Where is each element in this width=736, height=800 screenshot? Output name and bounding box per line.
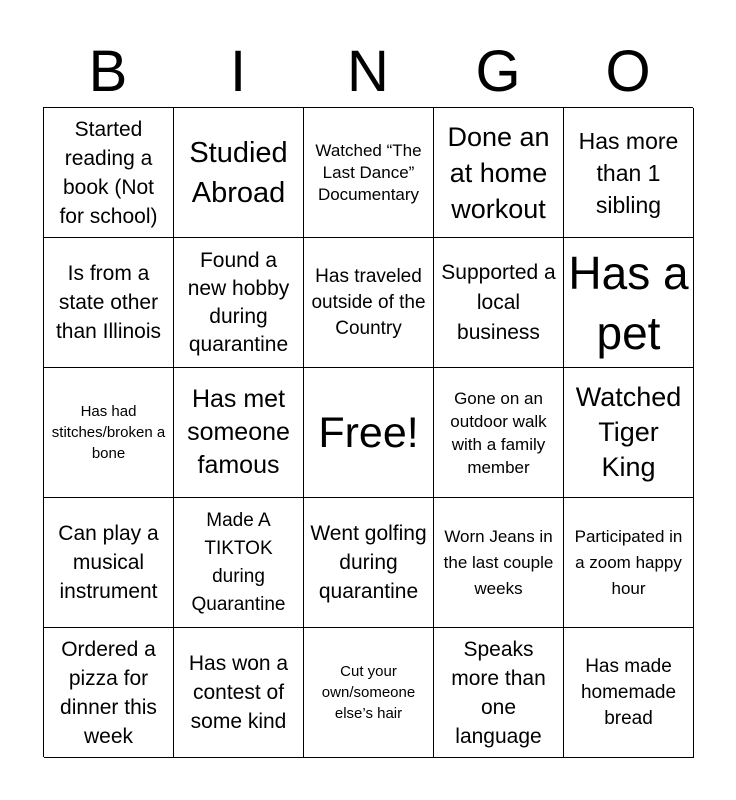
bingo-cell[interactable] <box>174 628 304 758</box>
bingo-cell[interactable] <box>44 368 174 498</box>
bingo-header <box>43 36 693 108</box>
bingo-cell[interactable] <box>564 628 694 758</box>
bingo-cell[interactable] <box>564 498 694 628</box>
cell-text: Participated in a zoom happy hour <box>574 526 683 598</box>
bingo-cell[interactable] <box>304 108 434 238</box>
cell-text: Cut your own/someone else’s hair <box>321 663 416 722</box>
bingo-cell[interactable] <box>304 238 434 368</box>
bingo-board <box>43 107 693 757</box>
cell-text: Free! <box>318 408 419 457</box>
cell-text: Has won a contest of some kind <box>188 652 289 733</box>
cell-text: Watched “The Last Dance” Documentary <box>315 140 422 204</box>
cell-text: Has a pet <box>568 246 689 359</box>
cell-text: Supported a local business <box>441 260 556 344</box>
cell-text: Studied Abroad <box>189 136 288 209</box>
cell-text: Can play a musical instrument <box>58 522 159 603</box>
bingo-cell[interactable] <box>174 238 304 368</box>
header-letter-b: B <box>88 39 128 104</box>
cell-text: Worn Jeans in the last couple weeks <box>443 526 554 598</box>
header-letter-o: O <box>605 39 651 104</box>
header-letter-g: G <box>475 39 521 104</box>
bingo-cell[interactable] <box>564 108 694 238</box>
cell-text: Ordered a pizza for dinner this week <box>60 637 157 748</box>
bingo-cell[interactable] <box>434 108 564 238</box>
header-letter-n: N <box>347 39 389 104</box>
bingo-cell[interactable] <box>564 238 694 368</box>
cell-text: Has met someone famous <box>187 385 290 479</box>
cell-text: Went golfing during quarantine <box>310 522 427 603</box>
bingo-cell[interactable] <box>44 628 174 758</box>
cell-text: Gone on an outdoor walk with a family member <box>450 388 547 477</box>
cell-text: Made A TIKTOK during Quarantine <box>191 509 286 615</box>
cell-text: Is from a state other than Illinois <box>55 262 162 343</box>
bingo-cell[interactable] <box>434 238 564 368</box>
cell-text: Has more than 1 sibling <box>578 127 679 218</box>
cell-text: Has made homemade bread <box>580 655 677 729</box>
bingo-cell[interactable] <box>434 628 564 758</box>
bingo-cell[interactable] <box>44 238 174 368</box>
bingo-cell[interactable] <box>174 108 304 238</box>
header-letter-i: I <box>229 39 247 104</box>
cell-text: Speaks more than one language <box>451 637 546 748</box>
cell-text: Has had stitches/broken a bone <box>51 403 166 462</box>
bingo-cell[interactable] <box>44 108 174 238</box>
bingo-cell[interactable] <box>44 498 174 628</box>
cell-text: Found a new hobby during quarantine <box>187 248 290 356</box>
cell-text: Watched Tiger King <box>575 382 682 482</box>
bingo-cell[interactable] <box>174 498 304 628</box>
bingo-cell[interactable] <box>304 368 434 498</box>
bingo-cell[interactable] <box>434 498 564 628</box>
bingo-cell[interactable] <box>174 368 304 498</box>
bingo-cell[interactable] <box>434 368 564 498</box>
bingo-cell[interactable] <box>304 498 434 628</box>
bingo-cell[interactable] <box>304 628 434 758</box>
bingo-cell[interactable] <box>564 368 694 498</box>
cell-text: Started reading a book (Not for school) <box>59 117 158 228</box>
cell-text: Has traveled outside of the Country <box>311 265 426 339</box>
cell-text: Done an at home workout <box>447 121 550 224</box>
